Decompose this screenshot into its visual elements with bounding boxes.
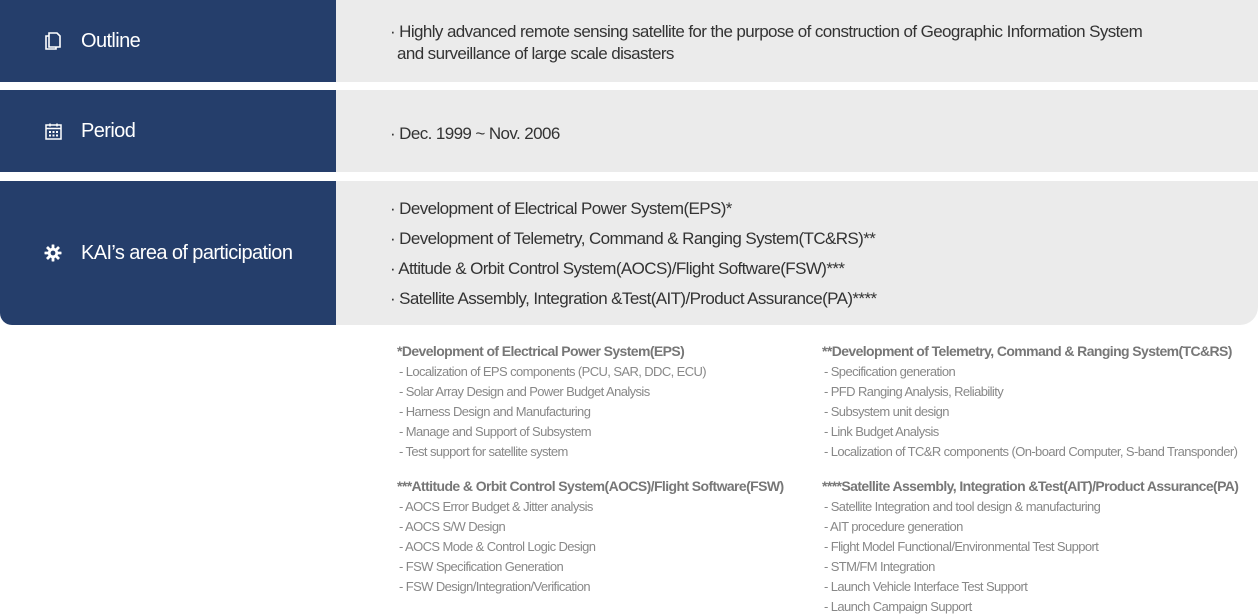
area-label: KAI’s area of participation [81,241,293,264]
gear-icon [44,244,62,262]
note-item: - STM/FM Integration [824,559,935,574]
note-item: - Launch Campaign Support [824,599,972,614]
note-item: - FSW Specification Generation [399,559,564,574]
note-item: - Test support for satellite system [399,444,568,459]
note-eps [397,342,706,462]
note-item: - AOCS Mode & Control Logic Design [399,539,596,554]
area-item: · Development of Electrical Power System(EPS)* [390,199,732,218]
note-aocs [397,477,784,597]
document-icon [44,32,62,50]
note-item: - AOCS Error Budget & Jitter analysis [399,499,593,514]
outline-content-cell [336,0,1258,82]
note-item: - AIT procedure generation [824,519,963,534]
period-content-cell [336,90,1258,172]
note-item: - PFD Ranging Analysis, Reliability [824,384,1004,399]
note-title: *Development of Electrical Power System(EPS) [397,343,685,359]
outline-text-line2: and surveillance of large scale disasters [397,44,674,63]
note-item: - Localization of TC&R components (On-board Computer, S-band Transponder) [824,444,1238,459]
area-item: · Attitude & Orbit Control System(AOCS)/Flight Software(FSW)*** [390,259,845,278]
outline-row [0,0,1258,82]
note-item: - Launch Vehicle Interface Test Support [824,579,1028,594]
period-label: Period [81,119,136,142]
area-content-cell [336,181,1258,325]
note-item: - Solar Array Design and Power Budget Analysis [399,384,650,399]
period-text: · Dec. 1999 ~ Nov. 2006 [390,124,560,143]
note-title: ***Attitude & Orbit Control System(AOCS)/Flight Software(FSW) [397,478,784,494]
outline-text-line1: · Highly advanced remote sensing satellite for the purpose of construction of Geographic Information System [390,22,1143,41]
note-title: ****Satellite Assembly, Integration &Test(AIT)/Product Assurance(PA) [822,478,1239,494]
note-item: - Subsystem unit design [824,404,949,419]
note-tcrs [822,342,1237,462]
area-item: · Satellite Assembly, Integration &Test(AIT)/Product Assurance(PA)**** [390,289,877,308]
note-item: - Harness Design and Manufacturing [399,404,591,419]
note-title: **Development of Telemetry, Command & Ranging System(TC&RS) [822,343,1232,359]
calendar-icon [44,122,62,140]
note-item: - Satellite Integration and tool design & manufacturing [824,499,1101,514]
note-item: - Specification generation [824,364,956,379]
area-label-cell [0,181,336,325]
note-item: - Localization of EPS components (PCU, SAR, DDC, ECU) [399,364,707,379]
note-ait [822,477,1238,615]
area-list [390,198,876,318]
outline-text [390,21,1210,65]
note-item: - Link Budget Analysis [824,424,939,439]
note-item: - Manage and Support of Subsystem [399,424,591,439]
area-item: · Development of Telemetry, Command & Ranging System(TC&RS)** [390,229,876,248]
period-label-cell [0,90,336,172]
area-row [0,181,1258,325]
period-row [0,90,1258,172]
note-item: - AOCS S/W Design [399,519,506,534]
note-item: - FSW Design/Integration/Verification [399,579,590,594]
outline-label-cell [0,0,336,82]
note-item: - Flight Model Functional/Environmental Test Support [824,539,1099,554]
outline-label: Outline [81,29,141,52]
